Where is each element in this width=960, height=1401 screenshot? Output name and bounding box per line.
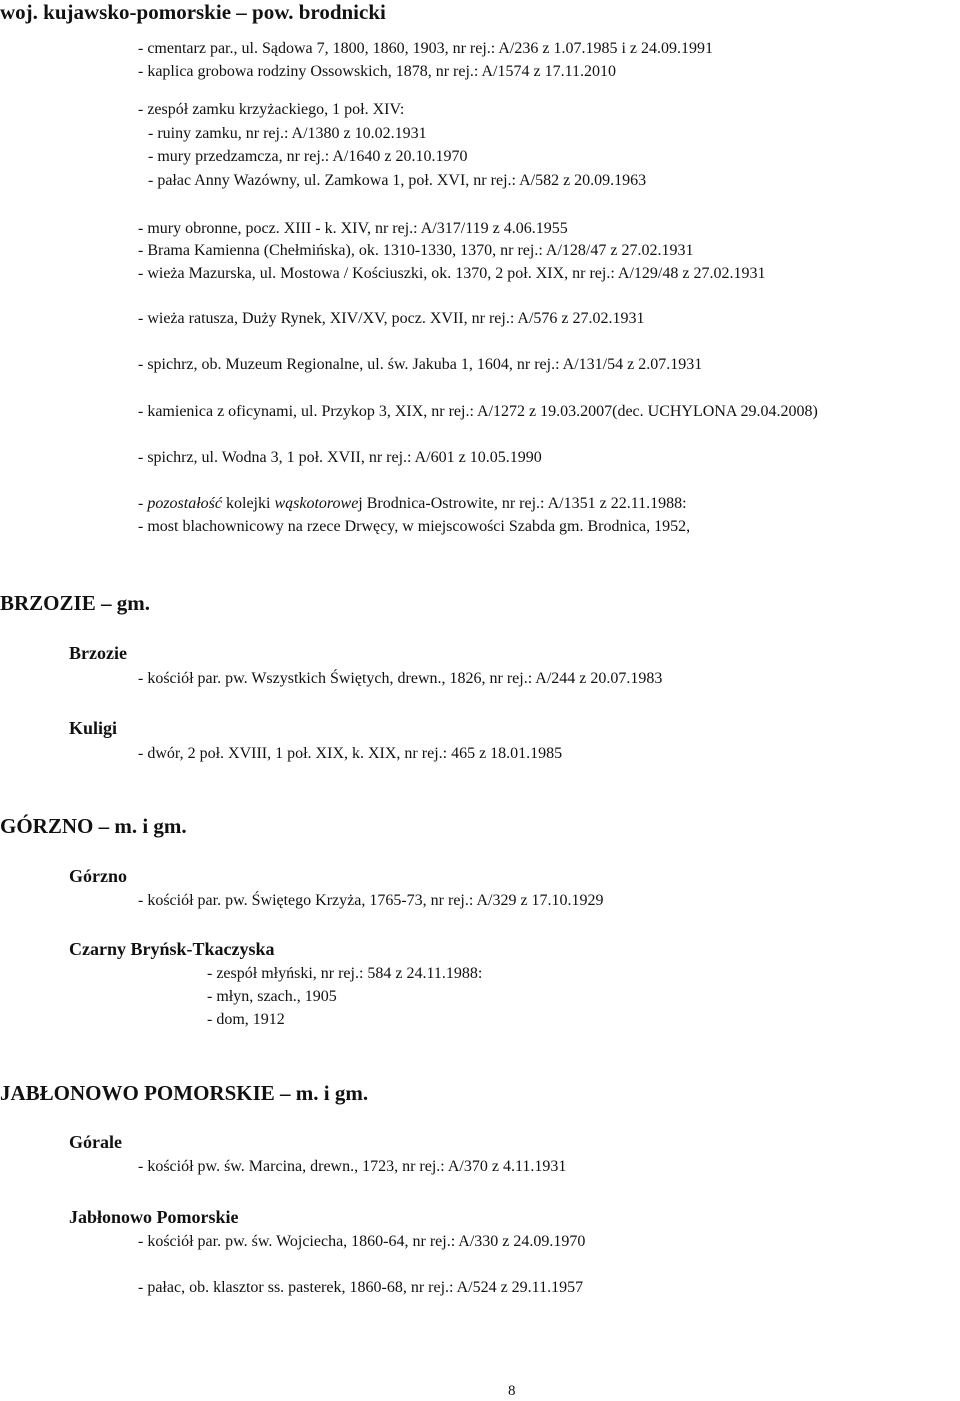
entry-kosciol-gorzno: - kościół par. pw. Świętego Krzyża, 1765-73, nr rej.: A/329 z 17.10.1929 bbox=[138, 892, 604, 909]
entry-mury-obronne: - mury obronne, pocz. XIII - k. XIV, nr rej.: A/317/119 z 4.06.1955 bbox=[138, 220, 568, 237]
entry-kosciol-brzozie: - kościół par. pw. Wszystkich Świętych, drewn., 1826, nr rej.: A/244 z 20.07.1983 bbox=[138, 670, 663, 687]
entry-ruiny: - ruiny zamku, nr rej.: A/1380 z 10.02.1931 bbox=[148, 125, 427, 142]
entry-dwor-kuligi: - dwór, 2 poł. XVIII, 1 poł. XIX, k. XIX, nr rej.: 465 z 18.01.1985 bbox=[138, 745, 563, 762]
entry-kosciol-jablonowo: - kościół par. pw. św. Wojciecha, 1860-64, nr rej.: A/330 z 24.09.1970 bbox=[138, 1233, 586, 1250]
section-heading-brzozie: BRZOZIE – gm. bbox=[0, 591, 150, 615]
dash: - bbox=[138, 495, 148, 512]
entry-kamienica: - kamienica z oficynami, ul. Przykop 3, XIX, nr rej.: A/1272 z 19.03.2007(dec. UCHYLONA 29.04.2008) bbox=[138, 403, 818, 420]
entry-spichrz-muzeum: - spichrz, ob. Muzeum Regionalne, ul. św. Jakuba 1, 1604, nr rej.: A/131/54 z 2.07.1931 bbox=[138, 356, 703, 373]
entry-most: - most blachownicowy na rzece Drwęcy, w miejscowości Szabda gm. Brodnica, 1952, bbox=[138, 518, 691, 535]
italic-word-waskotorowe: wąskotorowe bbox=[274, 495, 359, 512]
entry-kolejka bbox=[138, 494, 687, 514]
entry-palac-jablonowo: - pałac, ob. klasztor ss. pasterek, 1860-68, nr rej.: A/524 z 29.11.1957 bbox=[138, 1279, 584, 1296]
entry-mlyn: - młyn, szach., 1905 bbox=[207, 988, 337, 1005]
entry-wieza-ratusza: - wieża ratusza, Duży Rynek, XIV/XV, pocz. XVII, nr rej.: A/576 z 27.02.1931 bbox=[138, 310, 645, 327]
page-title: woj. kujawsko-pomorskie – pow. brodnicki bbox=[0, 0, 386, 24]
entry-kaplica: - kaplica grobowa rodziny Ossowskich, 1878, nr rej.: A/1574 z 17.11.2010 bbox=[138, 63, 616, 80]
entry-brama: - Brama Kamienna (Chełmińska), ok. 1310-1330, 1370, nr rej.: A/128/47 z 27.02.1931 bbox=[138, 242, 694, 259]
section-heading-gorzno: GÓRZNO – m. i gm. bbox=[0, 814, 187, 838]
place-brzozie: Brzozie bbox=[69, 643, 127, 663]
page-number: 8 bbox=[508, 1383, 516, 1399]
section-heading-jablonowo: JABŁONOWO POMORSKIE – m. i gm. bbox=[0, 1081, 369, 1105]
entry-palac-anny: - pałac Anny Wazówny, ul. Zamkowa 1, poł. XVI, nr rej.: A/582 z 20.09.1963 bbox=[148, 172, 647, 189]
text-brodnica-ostrowite: j Brodnica-Ostrowite, nr rej.: A/1351 z 22.11.1988: bbox=[358, 495, 687, 512]
place-czarny-brynsk: Czarny Bryńsk-Tkaczyska bbox=[69, 939, 275, 959]
place-jablonowo-pomorskie: Jabłonowo Pomorskie bbox=[69, 1207, 239, 1227]
text-kolejki: kolejki bbox=[222, 495, 275, 512]
entry-spichrz-wodna: - spichrz, ul. Wodna 3, 1 poł. XVII, nr rej.: A/601 z 10.05.1990 bbox=[138, 449, 542, 466]
entry-kosciol-gorale: - kościół pw. św. Marcina, drewn., 1723, nr rej.: A/370 z 4.11.1931 bbox=[138, 1158, 567, 1175]
place-gorale: Górale bbox=[69, 1132, 122, 1152]
entry-zespol-zamku: - zespół zamku krzyżackiego, 1 poł. XIV: bbox=[138, 101, 405, 118]
place-kuligi: Kuligi bbox=[69, 718, 118, 738]
entry-cmentarz: - cmentarz par., ul. Sądowa 7, 1800, 1860, 1903, nr rej.: A/236 z 1.07.1985 i z 24.09.1991 bbox=[138, 40, 714, 57]
italic-word-pozostalosc: pozostałość bbox=[147, 495, 222, 512]
entry-zespol-mlynski: - zespół młyński, nr rej.: 584 z 24.11.1988: bbox=[207, 965, 483, 982]
place-gorzno: Górzno bbox=[69, 866, 127, 886]
entry-wieza-mazurska: - wieża Mazurska, ul. Mostowa / Kościuszki, ok. 1370, 2 poł. XIX, nr rej.: A/129/48 z 27.02.1931 bbox=[138, 265, 766, 282]
entry-dom: - dom, 1912 bbox=[207, 1011, 285, 1028]
entry-mury-przedzamcza: - mury przedzamcza, nr rej.: A/1640 z 20.10.1970 bbox=[148, 148, 468, 165]
